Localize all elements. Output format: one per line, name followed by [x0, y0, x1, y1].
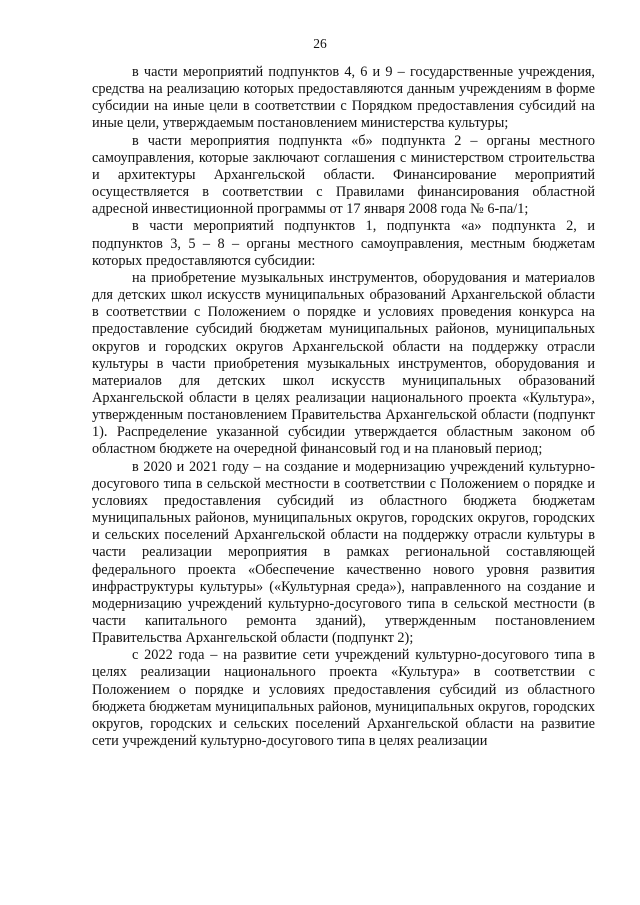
paragraph-local-government-construction: в части мероприятия подпункта «б» подпункта 2 – органы местного самоуправления, которые заключают соглашения с министерством строительства и архитектуры Архангельской области. Финансирование мероприятий осуществляется в соответствии с Правилами финансирования областной адресной инвестиционной программы от 17 января 2008 года № 6-па/1;	[92, 132, 595, 218]
paragraph-rural-culture-modernization: в 2020 и 2021 году – на создание и модернизацию учреждений культурно-досугового типа в сельской местности в соответствии с Положением о порядке и условиях предоставления субсидий из областного бюджета бюджетам муниципальных районов, муниципальных округов, городских округов, городских и сельских поселений Архангельской области на поддержку отрасли культуры в части реализации мероприятия в рамках региональной составляющей федерального проекта «Обеспечение качественно нового уровня развития инфраструктуры культуры» («Культурная среда»), направленного на создание и модернизацию учреждений культурно-досугового типа в сельской местности (в части капитального ремонта зданий), утвержденным постановлением Правительства Архангельской области (подпункт 2);	[92, 458, 595, 647]
page-number: 26	[313, 36, 327, 51]
document-body	[92, 64, 595, 750]
paragraph-musical-instruments: на приобретение музыкальных инструментов, оборудования и материалов для детских школ искусств муниципальных образований Архангельской области в соответствии с Положением о порядке и условиях проведения конкурса на предоставление субсидий бюджетам муниципальных районов, муниципальных округов и городских округов Архангельской области на поддержку отрасли культуры в части приобретения музыкальных инструментов, оборудования и материалов для детских школ искусств муниципальных образований Архангельской области в целях реализации национального проекта «Культура», утвержденным постановлением Правительства Архангельской области (подпункт 1). Распределение указанной субсидии утверждается областным законом об областном бюджете на очередной финансовый год и на плановый период;	[92, 269, 595, 458]
paragraph-local-budgets-subsidies: в части мероприятий подпунктов 1, подпункта «а» подпункта 2, и подпунктов 3, 5 – 8 – органы местного самоуправления, местным бюджетам которых предоставляются субсидии:	[92, 218, 595, 269]
paragraph-culture-network-development: с 2022 года – на развитие сети учреждений культурно-досугового типа в целях реализации национального проекта «Культура» в соответствии с Положением о порядке и условиях предоставления субсидий из областного бюджета бюджетам муниципальных районов, муниципальных округов, городских округов, городских и сельских поселений Архангельской области на развитие сети учреждений культурно-досугового типа в целях реализации	[92, 647, 595, 750]
paragraph-state-institutions: в части мероприятий подпунктов 4, 6 и 9 – государственные учреждения, средства на реализацию которых предоставляются данным учреждениям в форме субсидии на иные цели в соответствии с Порядком предоставления субсидий на иные цели, утверждаемым постановлением министерства культуры;	[92, 64, 595, 132]
